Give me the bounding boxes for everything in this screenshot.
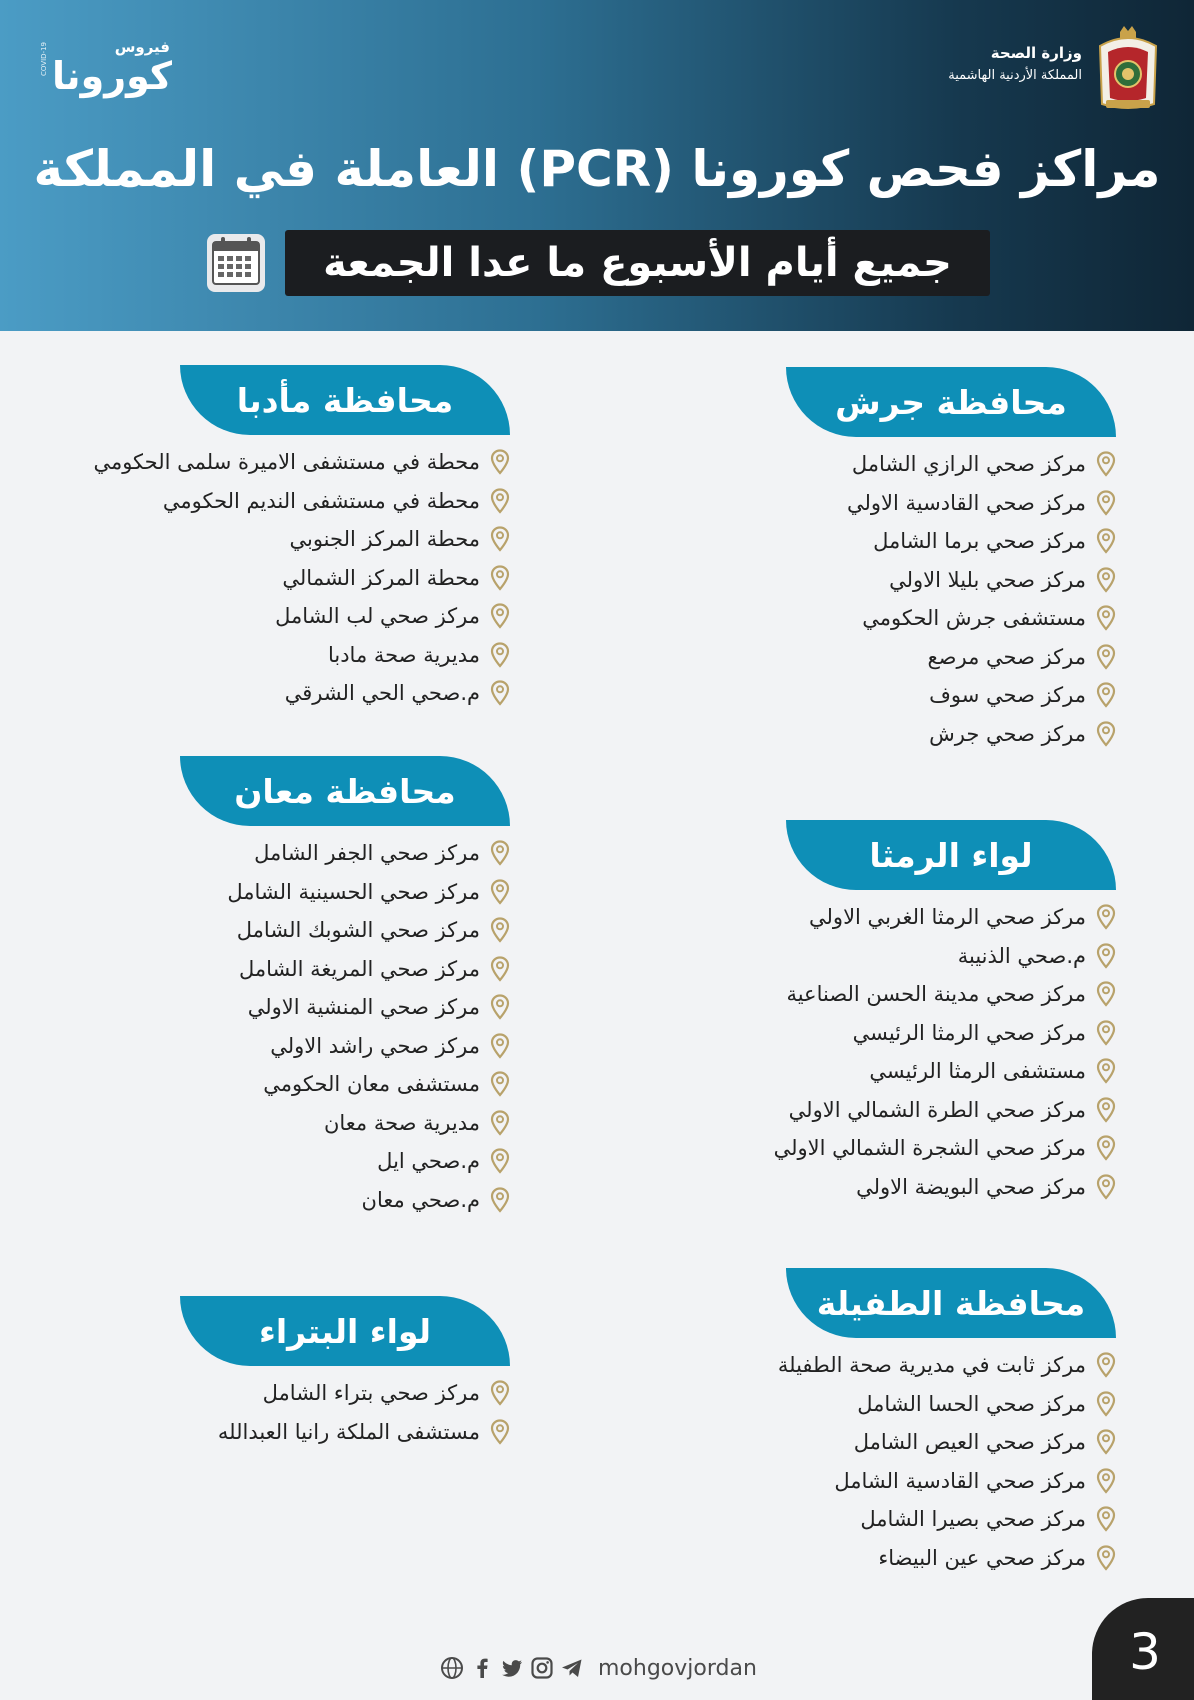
ministry-logo — [904, 26, 1164, 112]
list-item — [93, 443, 510, 482]
location-pin-icon — [1096, 1391, 1116, 1417]
list-item — [774, 975, 1116, 1014]
location-pin-icon — [1096, 1352, 1116, 1378]
list-item — [786, 445, 1116, 484]
center-name: مستشفى جرش الحكومي — [862, 606, 1086, 631]
list-jerash — [786, 445, 1116, 753]
facebook-icon[interactable] — [470, 1656, 494, 1680]
list-item — [180, 1027, 510, 1066]
location-pin-icon — [1096, 1058, 1116, 1084]
list-item — [180, 873, 510, 912]
list-maan — [180, 834, 510, 1219]
list-item — [786, 561, 1116, 600]
section-title-jerash: محافظة جرش — [786, 367, 1116, 437]
list-item — [786, 676, 1116, 715]
center-name: مركز صحي المنشية الاولي — [247, 995, 480, 1020]
section-title-maan: محافظة معان — [180, 756, 510, 826]
list-item — [786, 599, 1116, 638]
list-tafilah — [778, 1346, 1116, 1577]
center-name: مستشفى معان الحكومي — [263, 1072, 480, 1097]
section-title-tafilah: محافظة الطفيلة — [786, 1268, 1116, 1338]
location-pin-icon — [1096, 682, 1116, 708]
list-item — [778, 1423, 1116, 1462]
center-name: مستشفى الرمثا الرئيسي — [869, 1059, 1086, 1084]
location-pin-icon — [490, 1419, 510, 1445]
location-pin-icon — [1096, 1135, 1116, 1161]
list-item — [778, 1462, 1116, 1501]
location-pin-icon — [1096, 1020, 1116, 1046]
ministry-name: وزارة الصحة — [990, 44, 1082, 62]
center-name: م.صحي الحي الشرقي — [284, 681, 480, 706]
center-name: مركز صحي بتراء الشامل — [262, 1381, 480, 1406]
center-name: مركز صحي الطرة الشمالي الاولي — [788, 1097, 1086, 1122]
telegram-icon[interactable] — [560, 1656, 584, 1680]
section-title-ramtha: لواء الرمثا — [786, 820, 1116, 890]
ministry-country: المملكة الأردنية الهاشمية — [948, 68, 1082, 83]
location-pin-icon — [490, 879, 510, 905]
list-item — [180, 1413, 510, 1452]
section-maan — [180, 756, 510, 1219]
list-item — [180, 1104, 510, 1143]
center-name: مركز صحي برما الشامل — [873, 529, 1086, 554]
center-name: مركز صحي الرمثا الغربي الاولي — [809, 905, 1086, 930]
calendar-icon — [205, 232, 267, 294]
center-name: محطة المركز الجنوبي — [289, 527, 480, 552]
location-pin-icon — [490, 680, 510, 706]
list-item — [786, 522, 1116, 561]
center-name: مركز صحي مدينة الحسن الصناعية — [786, 982, 1086, 1007]
section-petra — [180, 1296, 510, 1451]
center-name: مركز صحي الحسينية الشامل — [227, 879, 480, 904]
location-pin-icon — [1096, 490, 1116, 516]
location-pin-icon — [490, 1380, 510, 1406]
instagram-icon[interactable] — [530, 1656, 554, 1680]
center-name: مركز صحي المريغة الشامل — [238, 956, 480, 981]
brand-tag: COVID-19 — [40, 42, 48, 76]
section-madaba — [93, 365, 510, 713]
center-name: محطة في مستشفى النديم الحكومي — [162, 488, 480, 513]
location-pin-icon — [490, 1110, 510, 1136]
list-item — [774, 1014, 1116, 1053]
center-name: محطة في مستشفى الاميرة سلمى الحكومي — [93, 450, 480, 475]
location-pin-icon — [1096, 981, 1116, 1007]
center-name: مركز صحي بليلا الاولي — [889, 567, 1086, 592]
list-item — [774, 1168, 1116, 1207]
section-tafilah — [778, 1268, 1116, 1577]
brand-big-text: كورونا — [52, 54, 172, 98]
list-item — [93, 597, 510, 636]
section-jerash — [786, 367, 1116, 753]
center-name: م.صحي ايل — [377, 1149, 480, 1174]
center-name: م.صحي معان — [361, 1187, 480, 1212]
twitter-icon[interactable] — [500, 1656, 524, 1680]
center-name: مركز صحي لب الشامل — [275, 604, 480, 629]
list-item — [774, 1129, 1116, 1168]
location-pin-icon — [490, 642, 510, 668]
list-item — [180, 988, 510, 1027]
location-pin-icon — [490, 994, 510, 1020]
jordan-emblem-icon — [1092, 26, 1164, 112]
location-pin-icon — [490, 840, 510, 866]
location-pin-icon — [490, 1148, 510, 1174]
list-item — [180, 1374, 510, 1413]
list-item — [180, 1065, 510, 1104]
center-name: مركز صحي بصيرا الشامل — [860, 1507, 1086, 1532]
corona-brand-logo — [36, 36, 176, 96]
location-pin-icon — [1096, 721, 1116, 747]
section-title-petra: لواء البتراء — [180, 1296, 510, 1366]
center-name: مديرية صحة معان — [323, 1110, 480, 1135]
location-pin-icon — [490, 956, 510, 982]
location-pin-icon — [490, 1187, 510, 1213]
center-name: مديرية صحة مادبا — [327, 642, 480, 667]
location-pin-icon — [1096, 904, 1116, 930]
location-pin-icon — [1096, 605, 1116, 631]
list-item — [180, 1181, 510, 1220]
social-handle[interactable]: mohgovjordan — [598, 1655, 757, 1681]
list-item — [774, 1052, 1116, 1091]
list-item — [778, 1500, 1116, 1539]
schedule-banner — [205, 230, 990, 296]
center-name: مركز صحي الحسا الشامل — [857, 1391, 1086, 1416]
location-pin-icon — [1096, 567, 1116, 593]
list-item — [774, 937, 1116, 976]
section-ramtha — [774, 820, 1116, 1206]
list-item — [93, 674, 510, 713]
location-pin-icon — [1096, 644, 1116, 670]
social-footer — [440, 1650, 760, 1686]
location-pin-icon — [490, 488, 510, 514]
center-name: م.صحي الذنيبة — [957, 943, 1086, 968]
list-item — [93, 520, 510, 559]
location-pin-icon — [490, 1033, 510, 1059]
center-name: مركز صحي القادسية الاولي — [847, 490, 1086, 515]
center-name: مركز صحي جرش — [929, 721, 1086, 746]
location-pin-icon — [1096, 943, 1116, 969]
location-pin-icon — [1096, 451, 1116, 477]
center-name: مركز صحي الجفر الشامل — [254, 841, 480, 866]
center-name: مركز صحي راشد الاولي — [270, 1033, 480, 1058]
list-madaba — [93, 443, 510, 713]
location-pin-icon — [1096, 528, 1116, 554]
list-item — [180, 834, 510, 873]
list-item — [774, 1091, 1116, 1130]
list-item — [774, 898, 1116, 937]
list-item — [778, 1346, 1116, 1385]
center-name: مركز صحي مرصع — [927, 644, 1086, 669]
center-name: مركز صحي الرازي الشامل — [851, 452, 1086, 477]
list-ramtha — [774, 898, 1116, 1206]
section-title-madaba: محافظة مأدبا — [180, 365, 510, 435]
location-pin-icon — [1096, 1429, 1116, 1455]
list-item — [778, 1385, 1116, 1424]
list-item — [180, 950, 510, 989]
list-item — [786, 484, 1116, 523]
center-name: مركز صحي الشوبك الشامل — [236, 918, 480, 943]
list-petra — [180, 1374, 510, 1451]
center-name: مركز صحي الشجرة الشمالي الاولي — [773, 1136, 1086, 1161]
header-banner — [0, 0, 1194, 331]
brand-small-text: فيروس — [114, 38, 170, 56]
center-name: مركز صحي عين البيضاء — [878, 1545, 1086, 1570]
location-pin-icon — [1096, 1545, 1116, 1571]
list-item — [93, 482, 510, 521]
location-pin-icon — [1096, 1174, 1116, 1200]
location-pin-icon — [490, 526, 510, 552]
location-pin-icon — [490, 449, 510, 475]
center-name: مركز صحي البويضة الاولي — [856, 1174, 1086, 1199]
list-item — [180, 911, 510, 950]
location-pin-icon — [1096, 1097, 1116, 1123]
list-item — [786, 715, 1116, 754]
schedule-text: جميع أيام الأسبوع ما عدا الجمعة — [285, 230, 990, 296]
center-name: مركز صحي سوف — [929, 683, 1086, 708]
location-pin-icon — [1096, 1506, 1116, 1532]
location-pin-icon — [1096, 1468, 1116, 1494]
center-name: مركز ثابت في مديرية صحة الطفيلة — [777, 1353, 1086, 1378]
page-title: مراكز فحص كورونا (PCR) العاملة في المملكة — [33, 140, 1161, 198]
location-pin-icon — [490, 565, 510, 591]
center-name: مركز صحي القادسية الشامل — [834, 1468, 1086, 1493]
list-item — [93, 559, 510, 598]
center-name: محطة المركز الشمالي — [282, 565, 480, 590]
location-pin-icon — [490, 917, 510, 943]
center-name: مستشفى الملكة رانيا العبدالله — [217, 1419, 480, 1444]
list-item — [786, 638, 1116, 677]
location-pin-icon — [490, 1071, 510, 1097]
center-name: مركز صحي الرمثا الرئيسي — [852, 1020, 1086, 1045]
list-item — [93, 636, 510, 675]
list-item — [778, 1539, 1116, 1578]
list-item — [180, 1142, 510, 1181]
location-pin-icon — [490, 603, 510, 629]
center-name: مركز صحي العيص الشامل — [853, 1430, 1086, 1455]
page-number: 3 — [1092, 1598, 1194, 1700]
globe-icon[interactable] — [440, 1656, 464, 1680]
